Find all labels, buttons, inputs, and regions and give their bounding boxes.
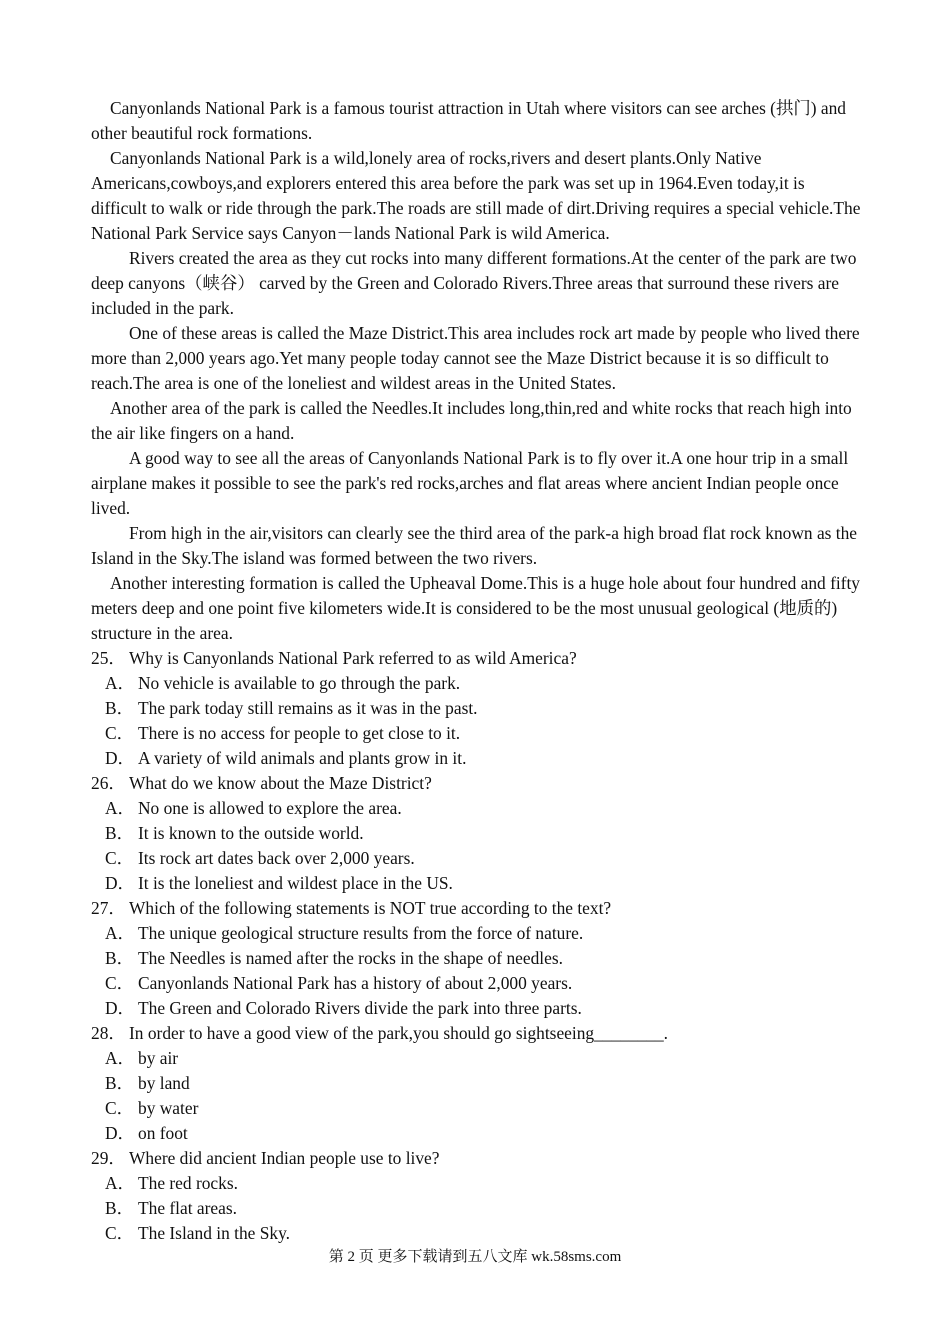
question-stem bbox=[91, 646, 861, 671]
answer-option bbox=[91, 721, 861, 746]
answer-option bbox=[91, 746, 861, 771]
passage-paragraph: Canyonlands National Park is a wild,lonely area of rocks,rivers and desert plants.Only Native Americans,cowboys,and explorers entered this area before the park was set up in 1964.Even today,it is difficult to walk or ride through the park.The roads are still made of dirt.Driving requires a special vehicle.The National Park Service says Canyon－lands National Park is wild America. bbox=[91, 148, 861, 243]
option-text: Canyonlands National Park has a history of about 2,000 years. bbox=[138, 973, 573, 993]
option-label: B． bbox=[105, 823, 134, 843]
question-number: 28． bbox=[91, 1023, 126, 1043]
answer-option bbox=[91, 846, 861, 871]
option-label: D． bbox=[105, 998, 135, 1018]
answer-option bbox=[91, 696, 861, 721]
option-text: on foot bbox=[138, 1123, 188, 1143]
question-number: 29． bbox=[91, 1148, 126, 1168]
option-text: No vehicle is available to go through the park. bbox=[138, 673, 461, 693]
answer-option bbox=[91, 1221, 861, 1246]
option-text: No one is allowed to explore the area. bbox=[138, 798, 402, 818]
question-stem bbox=[91, 771, 861, 796]
question-text: Which of the following statements is NOT true according to the text? bbox=[129, 898, 612, 918]
question-stem bbox=[91, 1146, 861, 1171]
answer-option bbox=[91, 1071, 861, 1096]
passage-paragraph: Another interesting formation is called the Upheaval Dome.This is a huge hole about four hundred and fifty meters deep and one point five kilometers wide.It is considered to be the most unusual geological (地质的) structure in the area. bbox=[91, 573, 861, 643]
option-text: The Needles is named after the rocks in the shape of needles. bbox=[138, 948, 563, 968]
answer-option bbox=[91, 971, 861, 996]
question-number: 26． bbox=[91, 773, 126, 793]
answer-option bbox=[91, 871, 861, 896]
option-label: B． bbox=[105, 698, 134, 718]
passage-paragraph: A good way to see all the areas of Canyonlands National Park is to fly over it.A one hour trip in a small airplane makes it possible to see the park's red rocks,arches and flat areas where ancient Indian people once lived. bbox=[91, 448, 849, 518]
option-text: Its rock art dates back over 2,000 years. bbox=[138, 848, 415, 868]
option-text: There is no access for people to get close to it. bbox=[138, 723, 461, 743]
passage-paragraph: From high in the air,visitors can clearly see the third area of the park-a high broad flat rock known as the Island in the Sky.The island was formed between the two rivers. bbox=[91, 523, 858, 568]
question-block bbox=[91, 1146, 861, 1246]
option-label: A． bbox=[105, 1173, 135, 1193]
option-label: B． bbox=[105, 1073, 134, 1093]
option-label: B． bbox=[105, 948, 134, 968]
question-number: 25． bbox=[91, 648, 126, 668]
option-text: A variety of wild animals and plants grow in it. bbox=[138, 748, 467, 768]
option-text: The park today still remains as it was in the past. bbox=[138, 698, 478, 718]
option-text: The Island in the Sky. bbox=[138, 1223, 290, 1243]
question-text: What do we know about the Maze District? bbox=[129, 773, 432, 793]
question-number: 27． bbox=[91, 898, 126, 918]
question-stem bbox=[91, 1021, 861, 1046]
answer-option bbox=[91, 996, 861, 1021]
question-text: Where did ancient Indian people use to live? bbox=[129, 1148, 440, 1168]
answer-option bbox=[91, 821, 861, 846]
answer-option bbox=[91, 671, 861, 696]
option-label: A． bbox=[105, 1048, 135, 1068]
option-text: by land bbox=[138, 1073, 190, 1093]
option-label: D． bbox=[105, 873, 135, 893]
page-footer: 第 2 页 更多下载请到五八文库 wk.58sms.com bbox=[328, 1249, 622, 1265]
option-label: B． bbox=[105, 1198, 134, 1218]
question-block bbox=[91, 646, 861, 771]
question-text: In order to have a good view of the park,you should go sightseeing________. bbox=[129, 1023, 669, 1043]
answer-option bbox=[91, 1046, 861, 1071]
question-block bbox=[91, 896, 861, 1021]
question-block bbox=[91, 771, 861, 896]
passage-paragraph: One of these areas is called the Maze District.This area includes rock art made by people who lived there more than 2,000 years ago.Yet many people today cannot see the Maze District because it is so difficult to reach.The area is one of the loneliest and wildest areas in the United States. bbox=[91, 323, 860, 393]
option-label: A． bbox=[105, 923, 135, 943]
answer-option bbox=[91, 1196, 861, 1221]
option-text: The red rocks. bbox=[138, 1173, 238, 1193]
question-block bbox=[91, 1021, 861, 1146]
question-text: Why is Canyonlands National Park referred to as wild America? bbox=[129, 648, 577, 668]
option-label: A． bbox=[105, 798, 135, 818]
option-text: The flat areas. bbox=[138, 1198, 237, 1218]
passage-paragraph: Canyonlands National Park is a famous tourist attraction in Utah where visitors can see arches (拱门) and other beautiful rock formations. bbox=[91, 98, 847, 143]
option-label: C． bbox=[105, 973, 134, 993]
option-text: The Green and Colorado Rivers divide the park into three parts. bbox=[138, 998, 582, 1018]
document-page bbox=[91, 96, 861, 1246]
option-label: C． bbox=[105, 723, 134, 743]
option-label: C． bbox=[105, 848, 134, 868]
answer-option bbox=[91, 921, 861, 946]
option-label: C． bbox=[105, 1098, 134, 1118]
answer-option bbox=[91, 1171, 861, 1196]
option-text: It is known to the outside world. bbox=[138, 823, 364, 843]
option-text: It is the loneliest and wildest place in the US. bbox=[138, 873, 453, 893]
option-label: D． bbox=[105, 1123, 135, 1143]
option-label: A． bbox=[105, 673, 135, 693]
answer-option bbox=[91, 796, 861, 821]
question-stem bbox=[91, 896, 861, 921]
passage-paragraph: Another area of the park is called the Needles.It includes long,thin,red and white rocks that reach high into the air like fingers on a hand. bbox=[91, 398, 852, 443]
answer-option bbox=[91, 1096, 861, 1121]
option-text: by water bbox=[138, 1098, 199, 1118]
answer-option bbox=[91, 1121, 861, 1146]
answer-option bbox=[91, 946, 861, 971]
passage-paragraph: Rivers created the area as they cut rocks into many different formations.At the center of the park are two deep canyons（峡谷） carved by the Green and Colorado Rivers.Three areas that surround these rivers are included in the park. bbox=[91, 248, 857, 318]
reading-passage bbox=[91, 96, 861, 646]
option-label: D． bbox=[105, 748, 135, 768]
option-text: The unique geological structure results from the force of nature. bbox=[138, 923, 584, 943]
option-label: C． bbox=[105, 1223, 134, 1243]
option-text: by air bbox=[138, 1048, 179, 1068]
